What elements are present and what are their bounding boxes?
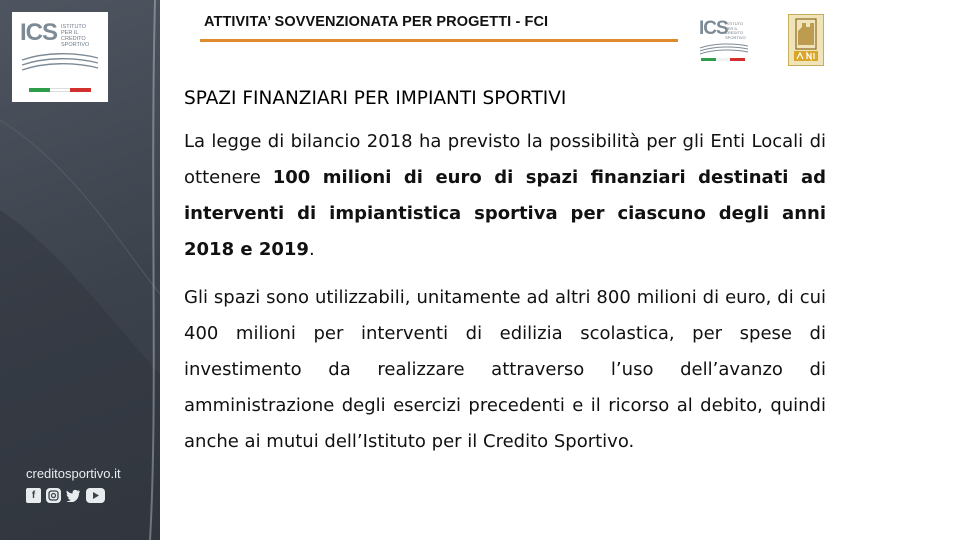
- ics-logo-small: [693, 14, 753, 64]
- website-link[interactable]: creditosportivo.it: [26, 466, 121, 481]
- ics-logo-subtitle: ISTITUTO PER IL CREDITO SPORTIVO: [61, 24, 90, 48]
- ics-logo-small-text: ICS: [699, 18, 728, 39]
- anci-logo: [788, 14, 824, 66]
- sidebar: [0, 0, 160, 540]
- social-icons: [26, 488, 105, 503]
- header-title: ATTIVITA’ SOVVENZIONATA PER PROGETTI - FCI: [204, 14, 549, 30]
- ics-logo-swoosh: [20, 50, 100, 78]
- paragraph-1-intro: La legge di bilancio 2018 ha previsto la possibilità per gli Enti Locali di ottenere: [184, 131, 826, 188]
- paragraph-2: Gli spazi sono utilizzabili, unitamente ad altri 800 milioni di euro, di cui 400 milioni per interventi di edilizia scolastica, per spese di investimento da realizzare attraverso l’uso dell’avanzo di amministrazione degli esercizi precedenti e il ricorso al debito, quindi anche ai mutui dell’Istituto per il Credito Sportivo.: [184, 287, 826, 452]
- ics-logo[interactable]: [12, 12, 108, 102]
- section-title: SPAZI FINANZIARI PER IMPIANTI SPORTIVI: [184, 88, 567, 109]
- youtube-icon[interactable]: [86, 488, 105, 503]
- ics-logo-small-swoosh: [699, 42, 749, 56]
- ics-logo-text: ICS: [20, 19, 58, 46]
- anci-logo-emblem: [789, 15, 823, 65]
- ics-logo-small-subtitle: ISTITUTO PER IL CREDITO SPORTIVO: [725, 21, 746, 40]
- twitter-icon[interactable]: [66, 488, 81, 503]
- italian-flag-stripe: [29, 88, 91, 92]
- facebook-icon[interactable]: f: [26, 488, 41, 503]
- header-divider: [200, 39, 678, 42]
- italian-flag-stripe-small: [701, 58, 745, 61]
- paragraph-1: [184, 124, 826, 268]
- instagram-icon[interactable]: [46, 488, 61, 503]
- paragraph-1-highlight: 100 milioni di euro di spazi finanziari destinati ad interventi di impiantistica sportiva per ciascuno degli anni 2018 e 2019: [184, 167, 826, 260]
- paragraph-1-end: .: [308, 239, 315, 260]
